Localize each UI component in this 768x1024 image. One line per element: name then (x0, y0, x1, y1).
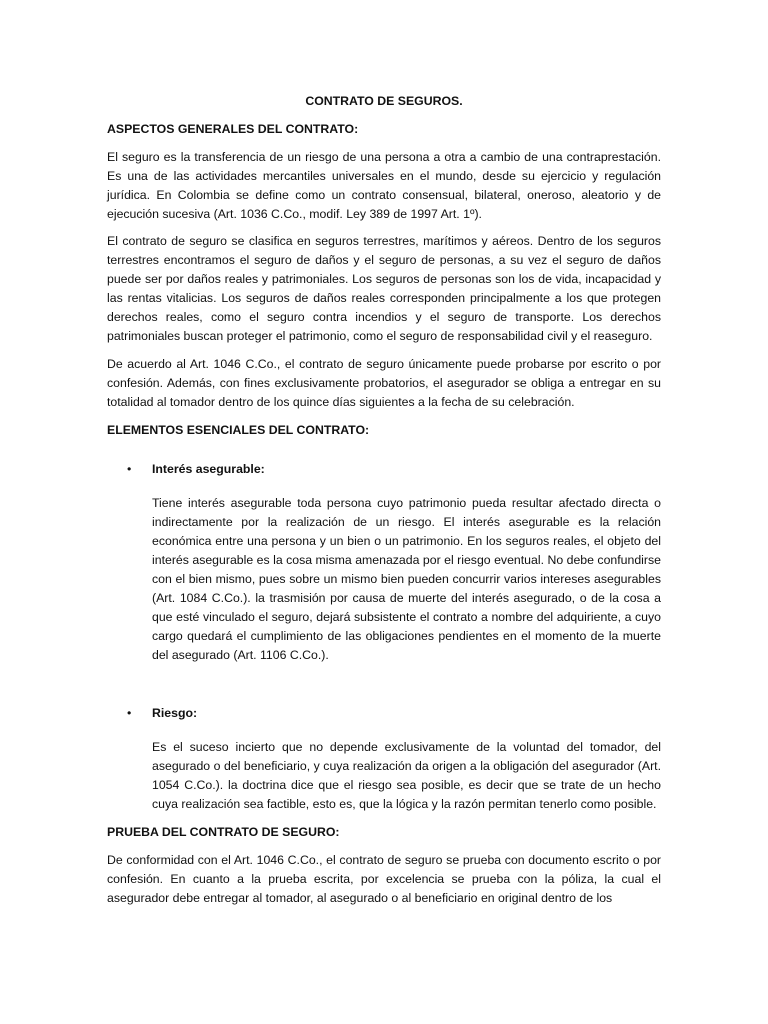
list-item-interes (107, 460, 661, 479)
section-heading-prueba: PRUEBA DEL CONTRATO DE SEGURO: (107, 825, 340, 840)
paragraph-clasificacion: El contrato de seguro se clasifica en seguros terrestres, marítimos y aéreos. Dentro de los seguros terrestres encontramos el seguro de daños y el seguro de personas, a su vez el seguro de daños puede ser por daños reales y patrimoniales. Los seguros de personas son los de vida, incapacidad y las rentas vitalicias. Los seguros de daños reales corresponden principalmente a los que protegen derechos reales, como el seguro contra incendios y el seguro de transporte. Los derechos patrimoniales buscan proteger el patrimonio, como el seguro de responsabilidad civil y el reaseguro. (107, 234, 661, 343)
bullet-icon: • (127, 461, 132, 476)
list-item-label: Riesgo: (152, 705, 198, 720)
paragraph-interes-asegurable: Tiene interés asegurable toda persona cuyo patrimonio pueda resultar afectado directa o indirectamente por la realización de un riesgo. El interés asegurable es la relación económica entre una persona y un bien o un patrimonio. En los seguros reales, el objeto del interés asegurable es la cosa misma amenazada por el riesgo eventual. No debe confundirse con el bien mismo, pues sobre un mismo bien pueden concurrir varios intereses asegurables (Art. 1084 C.Co.). la trasmisión por causa de muerte del interés asegurado, o de la cosa a que esté vinculado el seguro, dejará subsistente el contrato a nombre del adquiriente, a cuyo cargo quedará el cumplimiento de las obligaciones pendientes en el momento de la muerte del asegurado (Art. 1106 C.Co.). (152, 496, 661, 662)
list-item-riesgo (107, 704, 661, 723)
document-title: CONTRATO DE SEGUROS. (305, 94, 463, 108)
document-body (107, 92, 661, 917)
paragraph-prueba-escrita: De acuerdo al Art. 1046 C.Co., el contrato de seguro únicamente puede probarse por escrito o por confesión. Además, con fines exclusivamente probatorios, el asegurador se obliga a entregar en su totalidad al tomador dentro de los quince días siguientes a la fecha de su celebración. (107, 356, 661, 409)
list-item-label: Interés asegurable: (152, 461, 265, 476)
spacer (107, 674, 661, 684)
section-heading-elementos: ELEMENTOS ESENCIALES DEL CONTRATO: (107, 422, 370, 437)
paragraph-definicion: El seguro es la transferencia de un riesgo de una persona a otra a cambio de una contraprestación. Es una de las actividades mercantiles universales en el mundo, desde su ejercicio y regulación jurídica. En Colombia se define como un contrato consensual, bilateral, oneroso, aleatorio y de ejecución sucesiva (Art. 1036 C.Co., modif. Ley 389 de 1997 Art. 1º). (107, 149, 661, 221)
section-heading-aspectos: ASPECTOS GENERALES DEL CONTRATO: (107, 121, 359, 136)
paragraph-riesgo: Es el suceso incierto que no depende exclusivamente de la voluntad del tomador, del asegurado o del beneficiario, y cuya realización da origen a la obligación del asegurador (Art. 1054 C.Co.). la doctrina dice que el riesgo sea posible, es decir que se trate de un hecho cuya realización sea factible, esto es, que la lógica y la razón permitan tenerlo como posible. (152, 740, 661, 812)
paragraph-prueba-contrato: De conformidad con el Art. 1046 C.Co., el contrato de seguro se prueba con documento escrito o por confesión. En cuanto a la prueba escrita, por excelencia se prueba con la póliza, la cual el asegurador debe entregar al tomador, al asegurado o al beneficiario en original dentro de los (107, 853, 661, 905)
bullet-icon: • (127, 705, 132, 720)
